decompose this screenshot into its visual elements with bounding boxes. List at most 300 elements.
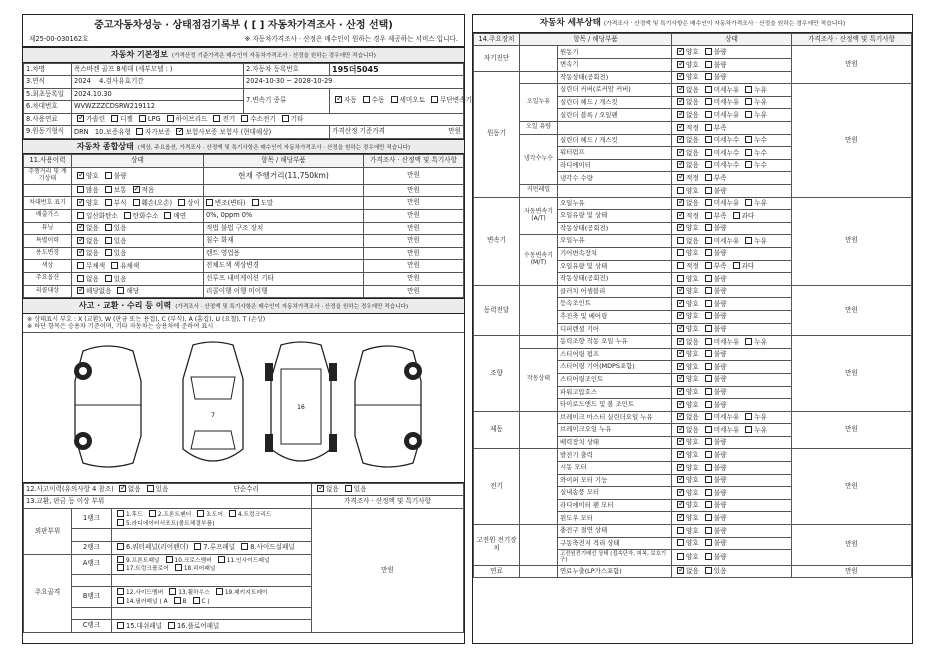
checkbox-option[interactable]: 양호 xyxy=(674,539,699,548)
empty-box-icon[interactable] xyxy=(705,61,712,68)
checkbox-option[interactable]: 미세누수 xyxy=(702,161,739,170)
empty-box-icon[interactable] xyxy=(705,149,712,156)
checkbox-option[interactable]: ✓ 양호 xyxy=(674,438,699,447)
checkbox-option[interactable]: C ) xyxy=(190,597,210,606)
empty-box-icon[interactable] xyxy=(216,588,223,595)
checked-box-icon[interactable] xyxy=(133,186,140,193)
empty-box-icon[interactable] xyxy=(705,388,712,395)
checkbox-option[interactable]: 불량 xyxy=(702,312,727,321)
checkbox-option[interactable]: 누유 xyxy=(742,199,767,208)
checkbox-option[interactable]: 미세누유 xyxy=(702,426,739,435)
empty-box-icon[interactable] xyxy=(166,556,173,563)
checkbox-option[interactable]: ✓ 양호 xyxy=(674,388,699,397)
checkbox-option[interactable]: ✓ 가솔린 xyxy=(74,115,105,124)
empty-box-icon[interactable] xyxy=(705,249,712,256)
checkbox-option[interactable]: 불량 xyxy=(702,187,727,196)
checkbox-option[interactable]: 불량 xyxy=(702,464,727,473)
checkbox-option[interactable]: 하이브리드 xyxy=(164,115,208,124)
checkbox-option[interactable]: ✓ 없음 xyxy=(674,413,699,422)
empty-box-icon[interactable] xyxy=(677,187,684,194)
checked-box-icon[interactable] xyxy=(677,375,684,382)
empty-box-icon[interactable] xyxy=(252,199,259,206)
checkbox-option[interactable]: 있음 xyxy=(102,237,127,246)
checkbox-option[interactable]: 양호 xyxy=(674,553,699,562)
checkbox-option[interactable]: ✓ 없음 xyxy=(74,237,99,246)
checked-box-icon[interactable] xyxy=(677,514,684,521)
empty-box-icon[interactable] xyxy=(117,287,124,294)
checkbox-option[interactable]: 보통 xyxy=(102,186,127,195)
empty-box-icon[interactable] xyxy=(117,564,124,571)
checkbox-option[interactable]: 불량 xyxy=(702,527,727,536)
checked-box-icon[interactable] xyxy=(677,489,684,496)
checkbox-option[interactable]: 불량 xyxy=(702,325,727,334)
checkbox-option[interactable]: ✓ 양호 xyxy=(674,224,699,233)
checkbox-option[interactable]: 13.휠하우스 xyxy=(166,588,210,597)
checked-box-icon[interactable] xyxy=(677,438,684,445)
checkbox-option[interactable]: 불량 xyxy=(702,401,727,410)
checkbox-option[interactable]: 없음 xyxy=(674,237,699,246)
checked-box-icon[interactable] xyxy=(677,451,684,458)
empty-box-icon[interactable] xyxy=(705,212,712,219)
empty-box-icon[interactable] xyxy=(705,111,712,118)
checkbox-option[interactable]: 부식 xyxy=(102,199,127,208)
checkbox-option[interactable]: 누유 xyxy=(742,426,767,435)
empty-box-icon[interactable] xyxy=(745,98,752,105)
checked-box-icon[interactable] xyxy=(176,128,183,135)
checkbox-option[interactable]: ✓ 적정 xyxy=(674,124,699,133)
checked-box-icon[interactable] xyxy=(677,426,684,433)
checkbox-option[interactable]: 디젤 xyxy=(108,115,133,124)
checkbox-option[interactable]: ✓ 양호 xyxy=(674,312,699,321)
checkbox-option[interactable]: 전기 xyxy=(210,115,235,124)
checkbox-option[interactable]: 있음 xyxy=(102,275,127,284)
empty-box-icon[interactable] xyxy=(117,622,124,629)
checked-box-icon[interactable] xyxy=(677,300,684,307)
checkbox-option[interactable]: 과다 xyxy=(730,212,755,221)
empty-box-icon[interactable] xyxy=(705,287,712,294)
checkbox-option[interactable]: 누유 xyxy=(742,86,767,95)
empty-box-icon[interactable] xyxy=(705,539,712,546)
empty-box-icon[interactable] xyxy=(745,413,752,420)
empty-box-icon[interactable] xyxy=(117,597,124,604)
empty-box-icon[interactable] xyxy=(705,363,712,370)
empty-box-icon[interactable] xyxy=(105,172,112,179)
checkbox-option[interactable]: ✓ 양호 xyxy=(674,73,699,82)
empty-box-icon[interactable] xyxy=(178,199,185,206)
checked-box-icon[interactable] xyxy=(677,174,684,181)
checked-box-icon[interactable] xyxy=(677,312,684,319)
checkbox-option[interactable]: 11.인사이드패널 xyxy=(215,556,270,565)
checked-box-icon[interactable] xyxy=(677,212,684,219)
empty-box-icon[interactable] xyxy=(213,115,220,122)
checkbox-option[interactable]: ✓ 없음 xyxy=(674,98,699,107)
checkbox-option[interactable]: ✓ 양호 xyxy=(674,489,699,498)
empty-box-icon[interactable] xyxy=(193,597,200,604)
empty-box-icon[interactable] xyxy=(77,186,84,193)
checkbox-option[interactable]: 누유 xyxy=(742,413,767,422)
checkbox-option[interactable]: 부족 xyxy=(702,262,727,271)
empty-box-icon[interactable] xyxy=(164,212,171,219)
checkbox-option[interactable]: 불량 xyxy=(702,501,727,510)
empty-box-icon[interactable] xyxy=(133,199,140,206)
empty-box-icon[interactable] xyxy=(733,212,740,219)
empty-box-icon[interactable] xyxy=(105,249,112,256)
empty-box-icon[interactable] xyxy=(105,186,112,193)
checkbox-option[interactable]: ✓ 양호 xyxy=(674,501,699,510)
checkbox-option[interactable]: 해당 xyxy=(114,287,139,296)
empty-box-icon[interactable] xyxy=(745,136,752,143)
checkbox-option[interactable]: 무채색 xyxy=(74,262,105,271)
checkbox-option[interactable]: 미세누유 xyxy=(702,98,739,107)
checkbox-option[interactable]: ✓ 양호 xyxy=(674,464,699,473)
checked-box-icon[interactable] xyxy=(119,485,126,492)
empty-box-icon[interactable] xyxy=(169,588,176,595)
checked-box-icon[interactable] xyxy=(677,224,684,231)
empty-box-icon[interactable] xyxy=(705,413,712,420)
checkbox-option[interactable]: ✓ 양호 xyxy=(674,451,699,460)
checkbox-option[interactable]: 누유 xyxy=(742,98,767,107)
checkbox-option[interactable]: 누수 xyxy=(742,149,767,158)
empty-box-icon[interactable] xyxy=(705,501,712,508)
checked-box-icon[interactable] xyxy=(677,350,684,357)
checkbox-option[interactable]: 불량 xyxy=(702,61,727,70)
checkbox-option[interactable]: 미세누유 xyxy=(702,199,739,208)
empty-box-icon[interactable] xyxy=(111,262,118,269)
checked-box-icon[interactable] xyxy=(317,485,324,492)
empty-box-icon[interactable] xyxy=(147,485,154,492)
checkbox-option[interactable]: 부족 xyxy=(702,124,727,133)
empty-box-icon[interactable] xyxy=(168,622,175,629)
empty-box-icon[interactable] xyxy=(745,111,752,118)
empty-box-icon[interactable] xyxy=(745,199,752,206)
empty-box-icon[interactable] xyxy=(194,543,201,550)
empty-box-icon[interactable] xyxy=(345,485,352,492)
checkbox-option[interactable]: 5.라디에이터서포트(볼트체결부품) xyxy=(114,519,214,528)
empty-box-icon[interactable] xyxy=(136,128,143,135)
empty-box-icon[interactable] xyxy=(745,426,752,433)
empty-box-icon[interactable] xyxy=(705,161,712,168)
checkbox-option[interactable]: 불량 xyxy=(702,249,727,258)
checkbox-option[interactable]: 미세누유 xyxy=(702,338,739,347)
empty-box-icon[interactable] xyxy=(175,564,182,571)
checkbox-option[interactable]: 기타 xyxy=(279,115,304,124)
empty-box-icon[interactable] xyxy=(105,224,112,231)
empty-box-icon[interactable] xyxy=(705,514,712,521)
checked-box-icon[interactable] xyxy=(677,48,684,55)
checkbox-option[interactable]: 불량 xyxy=(702,476,727,485)
checked-box-icon[interactable] xyxy=(77,172,84,179)
empty-box-icon[interactable] xyxy=(117,519,124,526)
checkbox-option[interactable]: 누유 xyxy=(742,237,767,246)
checkbox-option[interactable]: 많음 xyxy=(74,186,99,195)
checkbox-option[interactable]: 불량 xyxy=(702,48,727,57)
checked-box-icon[interactable] xyxy=(677,401,684,408)
checkbox-option[interactable]: 유채색 xyxy=(108,262,139,271)
checkbox-option[interactable]: 도말 xyxy=(249,199,274,208)
empty-box-icon[interactable] xyxy=(197,510,204,517)
checkbox-option[interactable]: ✓ 양호 xyxy=(674,401,699,410)
checkbox-option[interactable]: 미세누수 xyxy=(702,136,739,145)
checked-box-icon[interactable] xyxy=(677,111,684,118)
checkbox-option[interactable]: B xyxy=(171,597,187,606)
checkbox-option[interactable]: 1.후드 xyxy=(114,510,143,519)
empty-box-icon[interactable] xyxy=(705,98,712,105)
checkbox-option[interactable]: 있음 xyxy=(702,567,727,576)
checkbox-option[interactable]: ✓ 적정 xyxy=(674,174,699,183)
checkbox-option[interactable]: ✓ 양호 xyxy=(674,287,699,296)
empty-box-icon[interactable] xyxy=(733,262,740,269)
checkbox-option[interactable]: 있음 xyxy=(102,249,127,258)
checkbox-option[interactable]: 3.도어 xyxy=(194,510,223,519)
checkbox-option[interactable]: 누수 xyxy=(742,161,767,170)
empty-box-icon[interactable] xyxy=(431,96,438,103)
checked-box-icon[interactable] xyxy=(677,161,684,168)
empty-box-icon[interactable] xyxy=(206,199,213,206)
checkbox-option[interactable]: 일산화탄소 xyxy=(74,212,118,221)
checkbox-option[interactable]: 수소전기 xyxy=(238,115,275,124)
checked-box-icon[interactable] xyxy=(677,363,684,370)
checkbox-option[interactable]: 상이 xyxy=(175,199,200,208)
empty-box-icon[interactable] xyxy=(705,237,712,244)
empty-box-icon[interactable] xyxy=(677,262,684,269)
checkbox-option[interactable]: ✓ 양호 xyxy=(674,300,699,309)
checkbox-option[interactable]: ✓ 양호 xyxy=(674,350,699,359)
empty-box-icon[interactable] xyxy=(139,115,146,122)
empty-box-icon[interactable] xyxy=(705,567,712,574)
empty-box-icon[interactable] xyxy=(105,237,112,244)
checkbox-option[interactable]: ✓ 없음 xyxy=(116,485,141,494)
checked-box-icon[interactable] xyxy=(677,501,684,508)
checkbox-option[interactable]: 불량 xyxy=(702,388,727,397)
empty-box-icon[interactable] xyxy=(241,115,248,122)
empty-box-icon[interactable] xyxy=(111,115,118,122)
empty-box-icon[interactable] xyxy=(363,96,370,103)
empty-box-icon[interactable] xyxy=(705,438,712,445)
checkbox-option[interactable]: 미세누유 xyxy=(702,86,739,95)
checked-box-icon[interactable] xyxy=(677,149,684,156)
checkbox-option[interactable]: ✓ 양호 xyxy=(674,514,699,523)
checkbox-option[interactable]: 불량 xyxy=(102,172,127,181)
empty-box-icon[interactable] xyxy=(745,338,752,345)
checked-box-icon[interactable] xyxy=(335,96,342,103)
empty-box-icon[interactable] xyxy=(745,237,752,244)
checkbox-option[interactable]: 7.루프패널 xyxy=(191,543,235,552)
checkbox-option[interactable]: 19.패키지트레이 xyxy=(213,588,268,597)
empty-box-icon[interactable] xyxy=(105,275,112,282)
checkbox-option[interactable]: 불량 xyxy=(702,287,727,296)
checked-box-icon[interactable] xyxy=(677,413,684,420)
checkbox-option[interactable]: 불량 xyxy=(702,489,727,498)
empty-box-icon[interactable] xyxy=(705,426,712,433)
checkbox-option[interactable]: 양호 xyxy=(674,187,699,196)
checkbox-option[interactable]: 누유 xyxy=(742,111,767,120)
checkbox-option[interactable]: ✓ 없음 xyxy=(674,149,699,158)
checked-box-icon[interactable] xyxy=(677,199,684,206)
checkbox-option[interactable]: ✓ 양호 xyxy=(74,199,99,208)
empty-box-icon[interactable] xyxy=(241,543,248,550)
checkbox-option[interactable]: ✓ 없음 xyxy=(674,426,699,435)
checkbox-option[interactable]: 있음 xyxy=(342,485,367,494)
checkbox-option[interactable]: ✓ 자동 xyxy=(332,96,357,105)
empty-box-icon[interactable] xyxy=(705,489,712,496)
empty-box-icon[interactable] xyxy=(705,338,712,345)
checkbox-option[interactable]: 적정 xyxy=(674,262,699,271)
checkbox-option[interactable]: 미세누유 xyxy=(702,413,739,422)
empty-box-icon[interactable] xyxy=(677,539,684,546)
checked-box-icon[interactable] xyxy=(677,567,684,574)
checkbox-option[interactable]: 자가보증 xyxy=(133,128,170,137)
checkbox-option[interactable]: 4.트렁크리드 xyxy=(226,510,272,519)
empty-box-icon[interactable] xyxy=(124,212,131,219)
empty-box-icon[interactable] xyxy=(705,312,712,319)
checkbox-option[interactable]: 탄화수소 xyxy=(121,212,158,221)
empty-box-icon[interactable] xyxy=(705,275,712,282)
empty-box-icon[interactable] xyxy=(705,401,712,408)
empty-box-icon[interactable] xyxy=(677,249,684,256)
checkbox-option[interactable]: 불량 xyxy=(702,553,727,562)
checkbox-option[interactable]: 14.필러패널 ( A xyxy=(114,597,168,606)
checkbox-option[interactable]: 12.사이드멤버 xyxy=(114,588,163,597)
checkbox-option[interactable]: 없음 xyxy=(74,275,99,284)
checked-box-icon[interactable] xyxy=(677,86,684,93)
checkbox-option[interactable]: 미세누유 xyxy=(702,237,739,246)
checked-box-icon[interactable] xyxy=(677,464,684,471)
empty-box-icon[interactable] xyxy=(677,275,684,282)
checked-box-icon[interactable] xyxy=(77,115,84,122)
checkbox-option[interactable]: 16.플로어패널 xyxy=(165,622,219,631)
empty-box-icon[interactable] xyxy=(745,161,752,168)
empty-box-icon[interactable] xyxy=(167,115,174,122)
empty-box-icon[interactable] xyxy=(705,527,712,534)
empty-box-icon[interactable] xyxy=(705,300,712,307)
checkbox-option[interactable]: ✓ 없음 xyxy=(674,161,699,170)
checked-box-icon[interactable] xyxy=(677,124,684,131)
checkbox-option[interactable]: ✓ 양호 xyxy=(674,375,699,384)
empty-box-icon[interactable] xyxy=(117,588,124,595)
checkbox-option[interactable]: ✓ 없음 xyxy=(674,136,699,145)
checked-box-icon[interactable] xyxy=(677,325,684,332)
checkbox-option[interactable]: 불량 xyxy=(702,514,727,523)
checkbox-option[interactable]: 불량 xyxy=(702,275,727,284)
empty-box-icon[interactable] xyxy=(282,115,289,122)
empty-box-icon[interactable] xyxy=(705,262,712,269)
checkbox-option[interactable]: ✓ 없음 xyxy=(74,224,99,233)
empty-box-icon[interactable] xyxy=(705,350,712,357)
checkbox-option[interactable]: 불량 xyxy=(702,363,727,372)
checked-box-icon[interactable] xyxy=(77,237,84,244)
checkbox-option[interactable]: ✓ 양호 xyxy=(674,363,699,372)
checkbox-option[interactable]: 있음 xyxy=(144,485,169,494)
empty-box-icon[interactable] xyxy=(677,237,684,244)
checkbox-option[interactable]: 불량 xyxy=(702,300,727,309)
empty-box-icon[interactable] xyxy=(149,510,156,517)
checkbox-option[interactable]: 불량 xyxy=(702,73,727,82)
checkbox-option[interactable]: ✓ 해당없음 xyxy=(74,287,111,296)
empty-box-icon[interactable] xyxy=(705,48,712,55)
checkbox-option[interactable]: ✓ 없음 xyxy=(674,86,699,95)
empty-box-icon[interactable] xyxy=(705,187,712,194)
checkbox-option[interactable]: 미세누수 xyxy=(702,149,739,158)
empty-box-icon[interactable] xyxy=(705,136,712,143)
empty-box-icon[interactable] xyxy=(705,375,712,382)
checkbox-option[interactable]: 불량 xyxy=(702,451,727,460)
empty-box-icon[interactable] xyxy=(705,174,712,181)
checkbox-option[interactable]: 부족 xyxy=(702,174,727,183)
checkbox-option[interactable]: 6.쿼터패널(리어펜더) xyxy=(114,543,188,552)
empty-box-icon[interactable] xyxy=(677,553,684,560)
checkbox-option[interactable]: 18.리어패널 xyxy=(172,564,216,573)
empty-box-icon[interactable] xyxy=(77,212,84,219)
checkbox-option[interactable]: 미세누유 xyxy=(702,111,739,120)
empty-box-icon[interactable] xyxy=(705,553,712,560)
checked-box-icon[interactable] xyxy=(677,338,684,345)
checkbox-option[interactable]: ✓ 없음 xyxy=(674,111,699,120)
checked-box-icon[interactable] xyxy=(677,287,684,294)
empty-box-icon[interactable] xyxy=(705,124,712,131)
empty-box-icon[interactable] xyxy=(117,556,124,563)
checked-box-icon[interactable] xyxy=(77,287,84,294)
checkbox-option[interactable]: 변조(변타) xyxy=(203,199,246,208)
checkbox-option[interactable]: ✓ 없음 xyxy=(674,567,699,576)
empty-box-icon[interactable] xyxy=(705,476,712,483)
checkbox-option[interactable]: 양호 xyxy=(674,275,699,284)
checkbox-option[interactable]: 불량 xyxy=(702,375,727,384)
empty-box-icon[interactable] xyxy=(677,527,684,534)
empty-box-icon[interactable] xyxy=(745,86,752,93)
empty-box-icon[interactable] xyxy=(105,199,112,206)
empty-box-icon[interactable] xyxy=(705,224,712,231)
checkbox-option[interactable]: ✓ 적음 xyxy=(130,186,155,195)
empty-box-icon[interactable] xyxy=(745,149,752,156)
checkbox-option[interactable]: 무단변속기 xyxy=(428,96,472,105)
empty-box-icon[interactable] xyxy=(705,86,712,93)
empty-box-icon[interactable] xyxy=(229,510,236,517)
empty-box-icon[interactable] xyxy=(705,451,712,458)
checkbox-option[interactable]: 8.사이드실패널 xyxy=(238,543,295,552)
checkbox-option[interactable]: ✓ 양호 xyxy=(674,476,699,485)
checkbox-option[interactable]: ✓ 양호 xyxy=(674,61,699,70)
empty-box-icon[interactable] xyxy=(117,543,124,550)
checked-box-icon[interactable] xyxy=(77,224,84,231)
checkbox-option[interactable]: 불량 xyxy=(702,224,727,233)
checkbox-option[interactable]: 수동 xyxy=(360,96,385,105)
empty-box-icon[interactable] xyxy=(117,510,124,517)
empty-box-icon[interactable] xyxy=(77,275,84,282)
checkbox-option[interactable]: 누수 xyxy=(742,136,767,145)
checked-box-icon[interactable] xyxy=(677,136,684,143)
checked-box-icon[interactable] xyxy=(677,73,684,80)
checkbox-option[interactable]: 10.크로스멤버 xyxy=(163,556,212,565)
checkbox-option[interactable]: 훼손(오손) xyxy=(130,199,173,208)
checked-box-icon[interactable] xyxy=(677,388,684,395)
checkbox-option[interactable]: ✓ 없음 xyxy=(314,485,339,494)
checkbox-option[interactable]: ✓ 적정 xyxy=(674,212,699,221)
checkbox-option[interactable]: ✓ 없음 xyxy=(674,199,699,208)
checkbox-option[interactable]: 15.대쉬패널 xyxy=(114,622,162,631)
checkbox-option[interactable]: ✓ 양호 xyxy=(74,172,99,181)
checkbox-option[interactable]: 불량 xyxy=(702,350,727,359)
checkbox-option[interactable]: 불량 xyxy=(702,539,727,548)
checkbox-option[interactable]: 있음 xyxy=(102,224,127,233)
checkbox-option[interactable]: 양호 xyxy=(674,249,699,258)
empty-box-icon[interactable] xyxy=(391,96,398,103)
checkbox-option[interactable]: LPG xyxy=(136,115,161,124)
empty-box-icon[interactable] xyxy=(705,325,712,332)
checkbox-option[interactable]: ✓ 없음 xyxy=(674,338,699,347)
checked-box-icon[interactable] xyxy=(77,199,84,206)
checkbox-option[interactable]: 매연 xyxy=(161,212,186,221)
checkbox-option[interactable]: 2.프론트펜더 xyxy=(146,510,192,519)
